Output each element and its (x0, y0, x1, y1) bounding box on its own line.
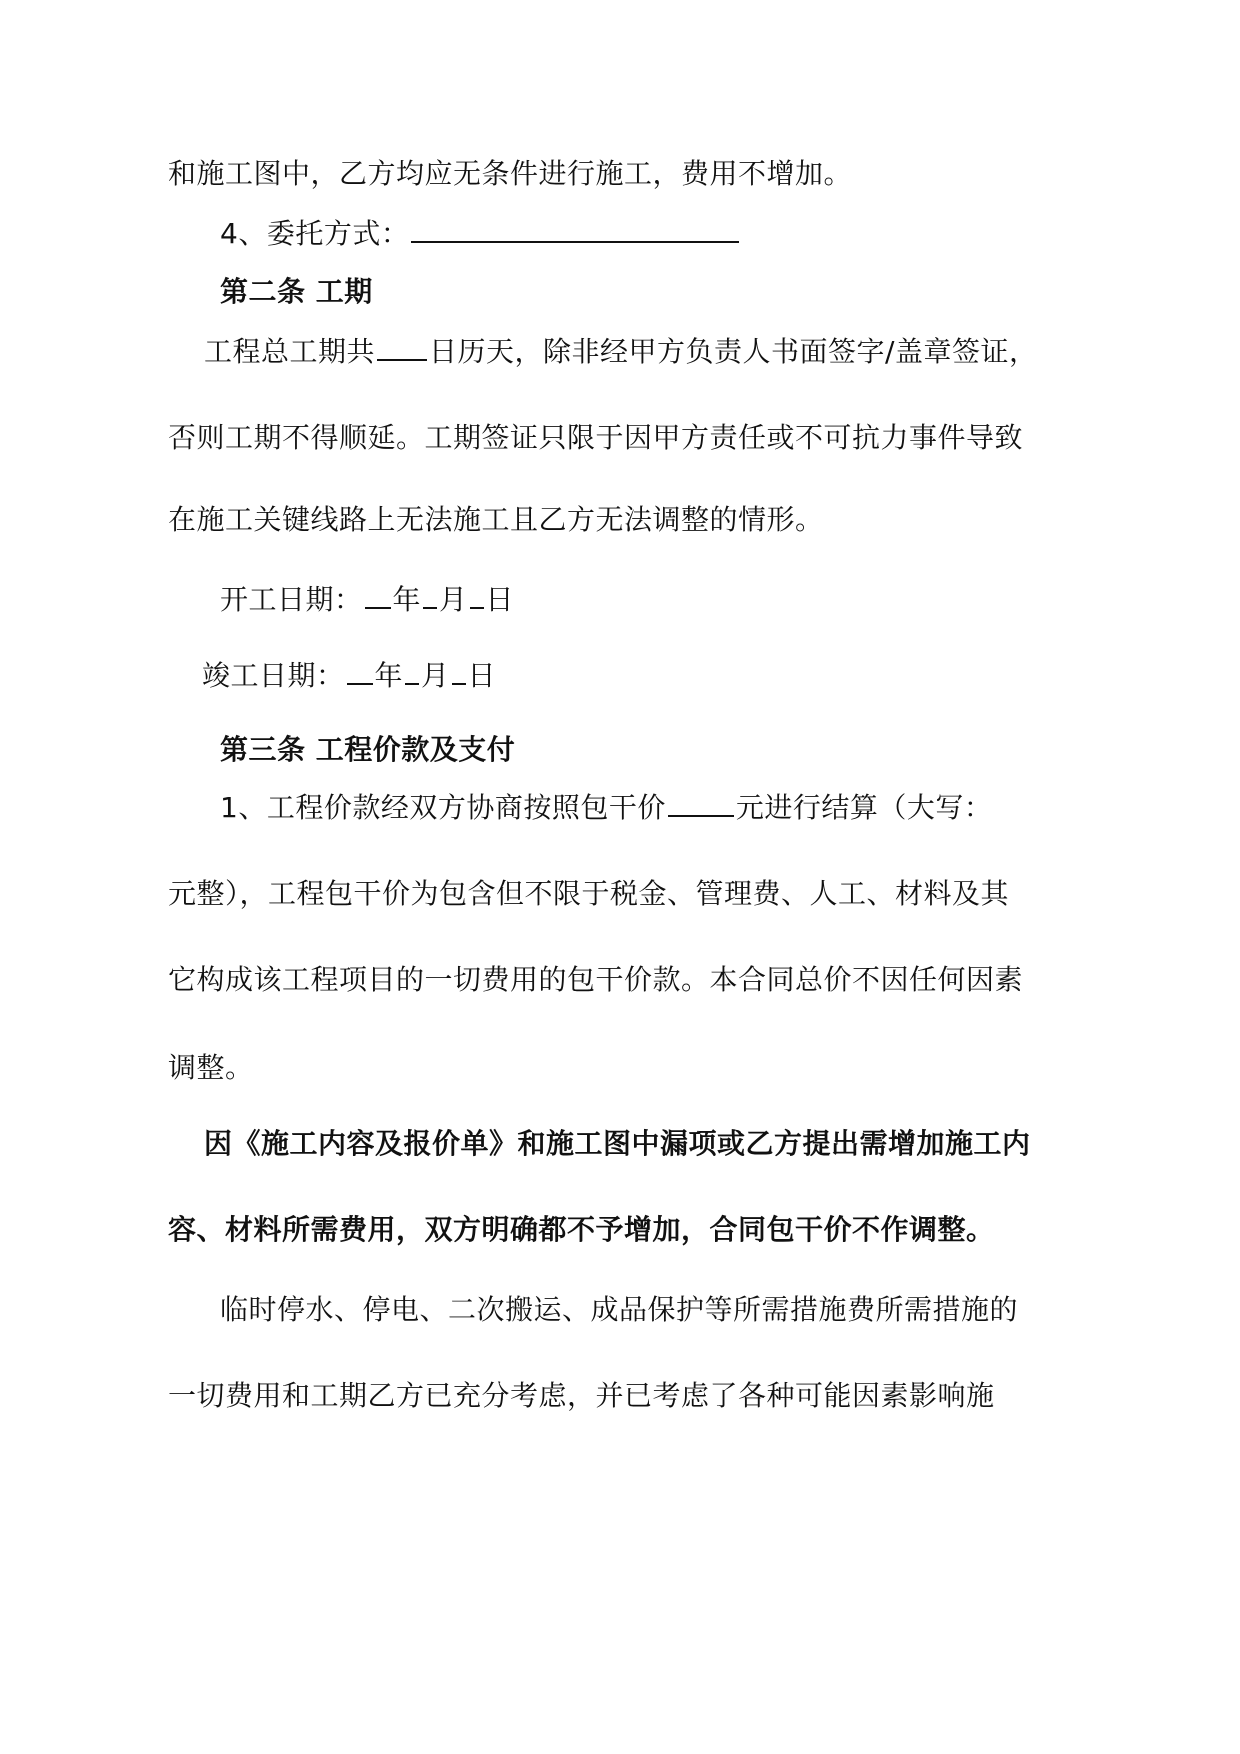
month-label: 月 (421, 659, 450, 692)
paragraph-text: 1、工程价款经双方协商按照包干价 (220, 791, 666, 824)
text-line (168, 960, 1023, 1000)
text-line (220, 1290, 1018, 1330)
year-blank (365, 581, 391, 609)
section-heading-text: 第二条 工期 (220, 275, 373, 308)
text-line (168, 874, 1009, 914)
paragraph-text: 元进行结算（大写： (735, 791, 993, 824)
paragraph-text: 调整。 (168, 1051, 254, 1084)
start-date-label: 开工日期： (220, 583, 363, 616)
completion-date-line (202, 656, 496, 696)
entrust-method-label: 4、委托方式： (220, 217, 410, 250)
completion-date-label: 竣工日期： (202, 659, 345, 692)
month-blank (405, 657, 419, 685)
bold-clause-text: 因《施工内容及报价单》和施工图中漏项或乙方提出需增加施工内 (204, 1127, 1031, 1160)
text-line (168, 500, 824, 540)
paragraph-text: 一切费用和工期乙方已充分考虑，并已考虑了各种可能因素影响施 (168, 1379, 995, 1412)
month-label: 月 (439, 583, 468, 616)
entrust-method-line (220, 214, 741, 254)
paragraph-text: 否则工期不得顺延。工期签证只限于因甲方责任或不可抗力事件导致 (168, 421, 1024, 454)
day-label: 日 (467, 659, 497, 692)
paragraph-text: 工程总工期共 (204, 335, 376, 368)
bold-clause-text: 容、材料所需费用，双方明确都不予增加，合同包干价不作调整。 (168, 1213, 995, 1246)
text-line (168, 1376, 995, 1416)
section-heading-price (220, 730, 515, 770)
paragraph-text: 元整），工程包干价为包含但不限于税金、管理费、人工、材料及其 (168, 877, 1010, 910)
day-blank (452, 657, 466, 685)
paragraph-text: 日历天，除非经甲方负责人书面签字/盖章签证， (429, 335, 1038, 368)
entrust-method-blank (411, 215, 739, 243)
paragraph-text: 在施工关键线路上无法施工且乙方无法调整的情形。 (168, 503, 824, 536)
text-line (168, 1048, 254, 1088)
paragraph-text: 临时停水、停电、二次搬运、成品保护等所需措施费所需措施的 (220, 1293, 1019, 1326)
year-label: 年 (392, 583, 422, 616)
year-label: 年 (374, 659, 404, 692)
text-line (168, 154, 852, 194)
text-line (204, 332, 1037, 372)
section-heading-schedule (220, 272, 373, 312)
bold-clause-line (168, 1210, 995, 1250)
day-blank (470, 581, 484, 609)
bold-clause-line (204, 1124, 1031, 1164)
year-blank (347, 657, 373, 685)
text-line (220, 788, 992, 828)
start-date-line (220, 580, 514, 620)
month-blank (423, 581, 437, 609)
total-days-blank (377, 333, 427, 361)
text-line (168, 418, 1023, 458)
price-blank (668, 789, 734, 817)
paragraph-text: 和施工图中，乙方均应无条件进行施工，费用不增加。 (168, 157, 853, 190)
section-heading-text: 第三条 工程价款及支付 (220, 733, 516, 766)
paragraph-text: 它构成该工程项目的一切费用的包干价款。本合同总价不因任何因素 (168, 963, 1024, 996)
day-label: 日 (485, 583, 515, 616)
